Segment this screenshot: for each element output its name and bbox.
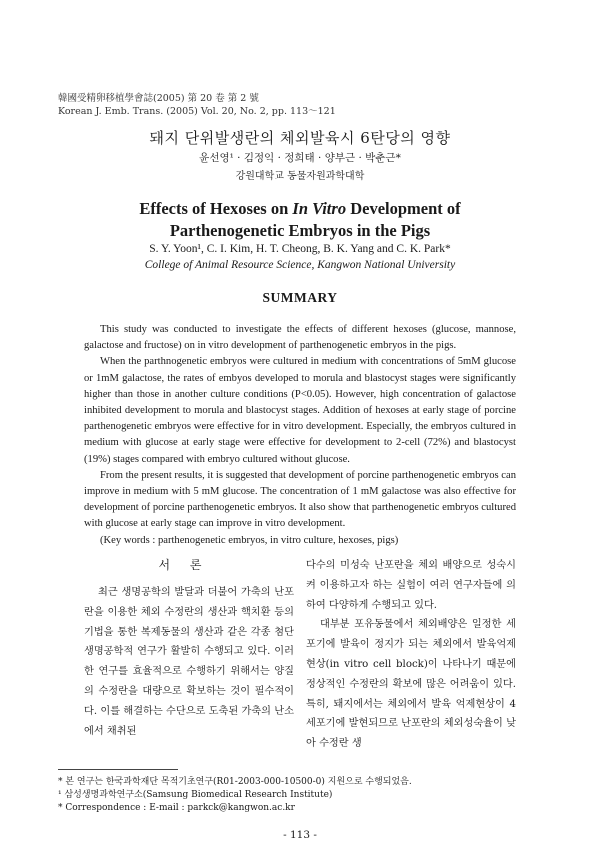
intro-heading: 서 론	[158, 558, 210, 572]
english-title-line1: Effects of Hexoses on In Vitro Development of	[139, 199, 461, 218]
journal-reference-english: Korean J. Emb. Trans. (2005) Vol. 20, No. 2, pp. 113～121	[58, 106, 336, 117]
summary-paragraph-3: From the present results, it is suggested that development of porcine parthenogenetic embryos can improve in medium with 5 mM glucose. The concentration of 1 mM galactose was also effective for development of porcine parthenogenetic embryos. It also show that parthenogenetic embryos cultured with glucose at early stage can improve in vitro development.	[84, 469, 516, 530]
korean-authors: 윤선영¹ · 김정익 · 정희태 · 양부근 · 박춘근*	[199, 152, 401, 164]
intro-right-column	[306, 556, 516, 754]
summary-heading: SUMMARY	[262, 290, 338, 305]
journal-reference	[58, 92, 336, 118]
summary-keywords: (Key words : parthenogenetic embryos, in vitro culture, hexoses, pigs)	[100, 534, 399, 546]
english-title	[0, 198, 600, 242]
footnote-funding: * 본 연구는 한국과학재단 목적기초연구(R01-2003-000-10500-0) 지원으로 수행되었음.	[58, 777, 412, 787]
english-authors: S. Y. Yoon¹, C. I. Kim, H. T. Cheong, B. K. Yang and C. K. Park*	[149, 243, 451, 255]
footnote-correspondence: * Correspondence : E-mail : parkck@kangwon.ac.kr	[58, 803, 295, 813]
page-number: - 113 -	[283, 829, 317, 841]
english-affiliation: College of Animal Resource Science, Kangwon National University	[144, 259, 456, 271]
journal-reference-korean: 韓國受精卵移植學會誌(2005) 第 20 卷 第 2 號	[58, 93, 259, 104]
intro-left-paragraph: 최근 생명공학의 발달과 더불어 가축의 난포란을 이용한 체외 수정란의 생산과 핵치환 등의 기법을 통한 복제동물의 생산과 같은 각종 첨단 생명공학적 연구가 활발히 수행되고 있다. 이러한 연구를 효율적으로 수행하기 위해서는 양질의 수정란을 대량으로 확보하는 것이 필수적이다. 이를 해결하는 수단으로 도축된 가축의 난소에서 채취된	[84, 587, 294, 737]
summary-paragraph-2: When the parthnogenetic embryos were cultured in medium with concentrations of 5mM glucose or 1mM galactose, the rates of embyos developed to morula and blastocyst stages were significantly higher than those in another culture conditions (P<0.05). However, high concentration of galactose inhibited development to morula and blastocyst stages. Addition of hexoses at early stage of porcine parthenogenetic embryos were effective for in vitro development. Especially, the embryos cultured in medium with glucose at early stage were effective for development to 2-cell (72%) and blastocyst (19%) stages compared with embryo cultured without glucose.	[84, 356, 516, 465]
summary-abstract	[84, 322, 516, 549]
korean-title: 돼지 단위발생란의 체외발육시 6탄당의 영향	[149, 129, 451, 147]
intro-right-paragraph-2: 대부분 포유동물에서 체외배양은 일정한 세포기에 발육이 정지가 되는 체외에서 발육억제 현상(in vitro cell block)이 나타나기 때문에 정상적인 수정란의 확보에 많은 어려움이 있다. 특히, 돼지에서는 체외에서 발육 억제현상이 4 세포기에 발현되므로 난포란의 체외성숙율이 낮아 수정란 생	[306, 619, 516, 750]
summary-paragraph-1: This study was conducted to investigate the effects of different hexoses (glucose, mannose, galactose and fructose) on in vitro development of parthenogenetic embryos in the pigs.	[84, 324, 516, 352]
intro-left-column	[84, 583, 294, 741]
english-title-line2: Parthenogenetic Embryos in the Pigs	[169, 221, 431, 240]
footnote-affiliation: ¹ 삼성생명과학연구소(Samsung Biomedical Research Institute)	[58, 790, 333, 800]
footnote-divider	[58, 769, 178, 770]
intro-right-paragraph-1: 다수의 미성숙 난포란을 체외 배양으로 성숙시켜 이용하고자 하는 실험이 여러 연구자들에 의하여 다양하게 수행되고 있다.	[306, 560, 516, 611]
korean-affiliation: 강원대학교 동물자원과학대학	[235, 171, 365, 182]
